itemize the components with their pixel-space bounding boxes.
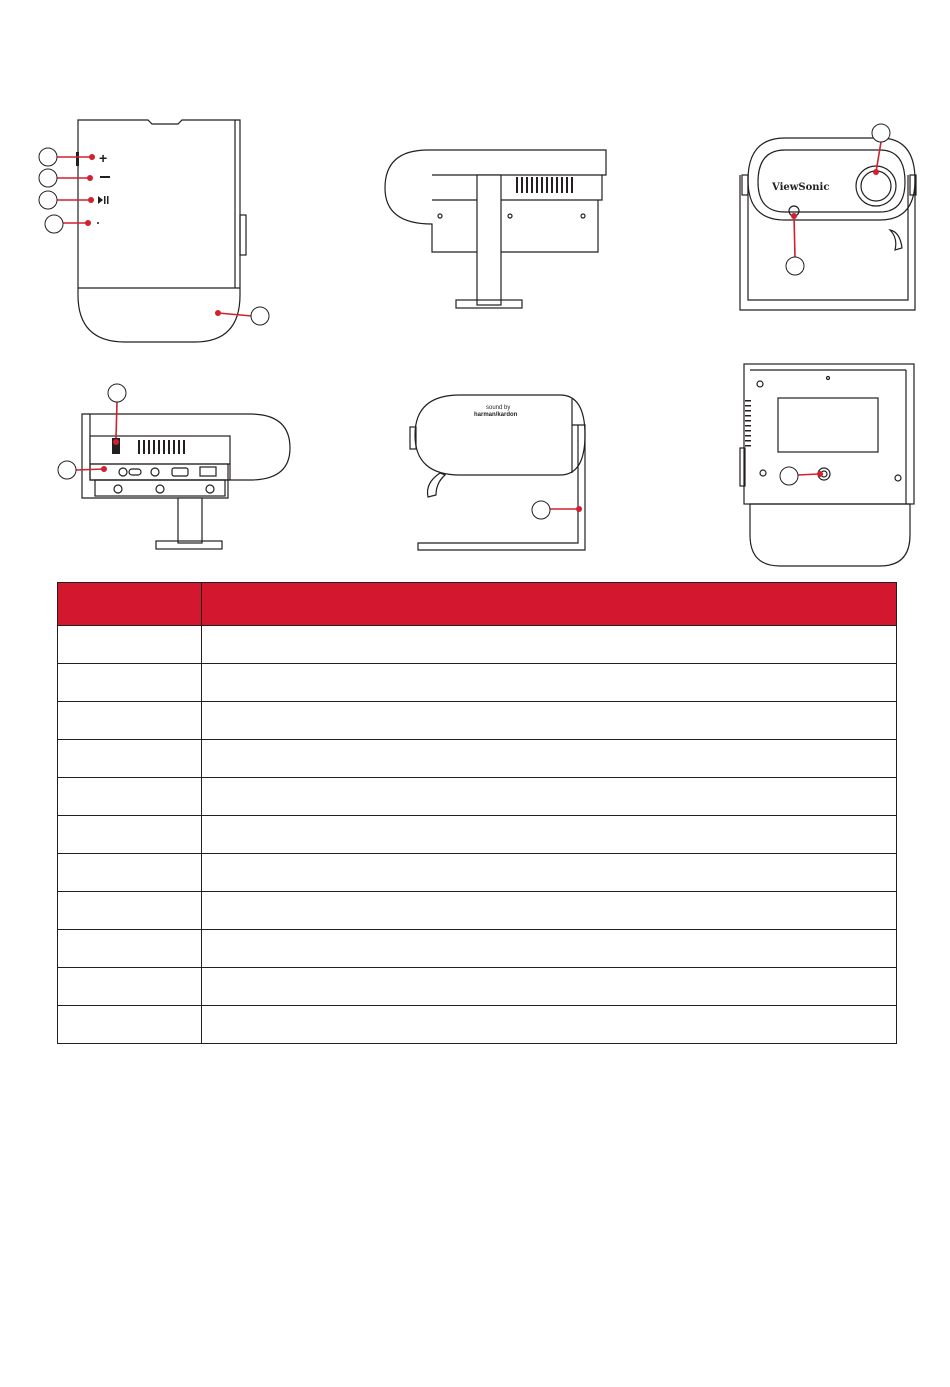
svg-text:+: +	[99, 150, 108, 166]
row-number-cell	[58, 968, 202, 1006]
row-number-cell	[58, 816, 202, 854]
row-description-cell	[202, 854, 897, 892]
table-row	[58, 626, 897, 664]
table-row	[58, 968, 897, 1006]
row-number-cell	[58, 930, 202, 968]
sound-by-text: sound by	[486, 405, 511, 411]
callout-table	[57, 582, 897, 1044]
row-number-cell	[58, 702, 202, 740]
harman-kardon-logo-text: harman/kardon	[474, 412, 518, 418]
viewsonic-logo-text: ViewSonic	[772, 182, 830, 193]
figure-side-view	[380, 140, 620, 315]
figure-bottom-view	[730, 360, 930, 570]
header-number	[58, 583, 202, 626]
row-description-cell	[202, 626, 897, 664]
row-number-cell	[58, 892, 202, 930]
table-row	[58, 854, 897, 892]
table-row	[58, 892, 897, 930]
row-description-cell	[202, 892, 897, 930]
table-row	[58, 664, 897, 702]
table-row	[58, 1006, 897, 1044]
figure-other-side-view	[400, 385, 600, 565]
figure-top-view	[30, 110, 280, 350]
row-description-cell	[202, 664, 897, 702]
table-header-row	[58, 583, 897, 626]
row-description-cell	[202, 778, 897, 816]
row-description-cell	[202, 702, 897, 740]
row-number-cell	[58, 854, 202, 892]
row-number-cell	[58, 626, 202, 664]
row-description-cell	[202, 740, 897, 778]
figure-front-view	[730, 120, 930, 320]
row-number-cell	[58, 1006, 202, 1044]
row-description-cell	[202, 1006, 897, 1044]
row-number-cell	[58, 778, 202, 816]
row-description-cell	[202, 816, 897, 854]
row-description-cell	[202, 968, 897, 1006]
header-description	[202, 583, 897, 626]
row-description-cell	[202, 930, 897, 968]
table-row	[58, 930, 897, 968]
figure-rear-view	[50, 378, 300, 558]
row-number-cell	[58, 740, 202, 778]
table-row	[58, 702, 897, 740]
table-row	[58, 740, 897, 778]
table-row	[58, 778, 897, 816]
row-number-cell	[58, 664, 202, 702]
table-row	[58, 816, 897, 854]
